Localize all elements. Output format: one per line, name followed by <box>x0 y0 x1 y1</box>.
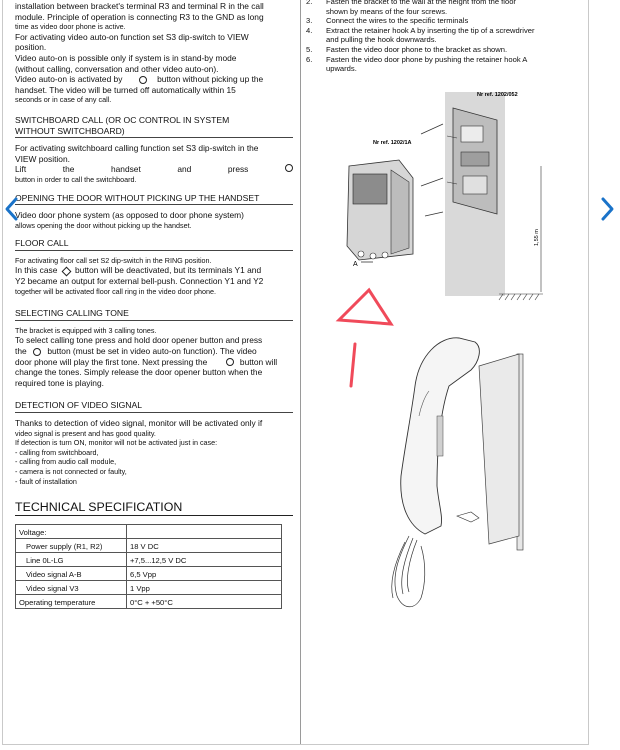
opening-section <box>15 193 293 231</box>
text-line <box>15 357 293 368</box>
word: the <box>62 164 75 175</box>
step-line: and pulling the hook downwards. <box>326 35 437 45</box>
spec-label: Voltage: <box>16 525 127 539</box>
text-line: If detection is turn ON, monitor will not be activated just in case: <box>15 438 218 448</box>
table-row <box>16 595 282 609</box>
text-line <box>15 164 293 175</box>
spec-label: Power supply (R1, R2) <box>16 539 127 553</box>
list-item <box>306 55 586 74</box>
text-line: Video door phone system (as opposed to door phone system) <box>15 210 244 221</box>
text: In this case <box>15 265 58 276</box>
table-row <box>16 567 282 581</box>
step-number: 2. <box>306 0 313 6</box>
table-row <box>16 539 282 553</box>
right-column <box>306 0 586 74</box>
text-line: change the tones. Simply release the door opener button when the <box>15 367 263 378</box>
red-annotation <box>339 290 391 386</box>
step-line: Fasten the bracket to the wall at the height from the floor <box>326 0 516 6</box>
spec-label: Video signal V3 <box>16 581 127 595</box>
heading-line: SWITCHBOARD CALL (OR OC CONTROL IN SYSTEM <box>15 114 230 125</box>
step-line: Connect the wires to the specific terminals <box>326 16 469 26</box>
previous-page-button[interactable] <box>4 196 20 222</box>
spec-value: 18 V DC <box>127 539 282 553</box>
step-number: 5. <box>306 44 313 54</box>
word: press <box>227 164 249 175</box>
document-page <box>2 0 589 745</box>
hook-label: A <box>353 261 358 268</box>
step-number: 6. <box>306 54 313 64</box>
intro-line: (without calling, conversation and other video auto-on). <box>15 63 219 74</box>
spec-value <box>127 525 282 539</box>
left-column <box>15 0 293 609</box>
step-text <box>326 0 516 16</box>
spec-value: 6,5 Vpp <box>127 567 282 581</box>
section-heading: SELECTING CALLING TONE <box>15 308 293 321</box>
heading-line: WITHOUT SWITCHBOARD) <box>15 125 125 136</box>
intro-line: Video auto-on is possible only if system is in stand-by mode <box>15 52 237 63</box>
step-line: upwards. <box>326 64 357 74</box>
step-line: Fasten the video door phone by pushing the retainer hook A <box>326 54 528 64</box>
switchboard-section <box>15 115 293 185</box>
intro-line: module. Principle of operation is connecting R3 to the GND as long <box>15 11 264 22</box>
floor-call-section <box>15 238 293 296</box>
table-row <box>16 581 282 595</box>
intro-line: position. <box>15 42 47 53</box>
text-line <box>15 265 293 276</box>
intro-line: seconds or in case of any call. <box>15 95 112 105</box>
section-heading <box>15 115 293 138</box>
step-text <box>326 45 507 55</box>
ref-label-phone: Nr ref. 1202/1A <box>373 140 412 146</box>
text-line: required tone is playing. <box>15 377 104 388</box>
word: handset <box>110 164 141 175</box>
spec-label: Line 0L-LG <box>16 553 127 567</box>
camera-button-icon <box>226 358 234 366</box>
tech-spec-section <box>15 500 293 609</box>
text-line: For activating switchboard calling function set S3 dip-switch in the <box>15 143 259 154</box>
list-item <box>306 26 586 45</box>
step-line: Extract the retainer hook A by inserting the tip of a screwdriver <box>326 25 535 35</box>
height-dimension-label: 1,55 m <box>534 229 540 246</box>
list-item <box>306 45 586 55</box>
installation-steps <box>306 0 586 74</box>
text-line: - fault of installation <box>15 476 77 486</box>
calling-tone-section <box>15 308 293 388</box>
section-heading: OPENING THE DOOR WITHOUT PICKING UP THE HANDSET <box>15 193 293 206</box>
text-line: - camera is not connected or faulty, <box>15 466 127 476</box>
text: door phone will play the first tone. Next pressing the <box>15 356 208 367</box>
list-item <box>306 16 586 26</box>
floor-hatch <box>499 294 543 300</box>
text-line <box>15 346 293 357</box>
text-line: video signal is present and has good quality. <box>15 428 156 438</box>
section-heading: TECHNICAL SPECIFICATION <box>15 500 293 516</box>
text-line: - calling from switchboard, <box>15 447 99 457</box>
call-button-icon <box>285 164 293 172</box>
text: button (must be set in video auto-on function). The video <box>47 346 257 357</box>
table-row <box>16 553 282 567</box>
table-row <box>16 525 282 539</box>
camera-button-icon <box>139 76 147 84</box>
detection-section <box>15 400 293 486</box>
intro-line: handset. The video will be turned off automatically within 15 <box>15 84 236 95</box>
word: Lift <box>15 164 27 175</box>
section-heading: FLOOR CALL <box>15 238 293 251</box>
list-item <box>306 0 586 16</box>
spec-value: +7,5...12,5 V DC <box>127 553 282 567</box>
handset-side-view-drawing <box>401 338 523 550</box>
word: and <box>177 164 192 175</box>
video-door-phone-drawing <box>347 160 413 260</box>
bell-button-icon <box>61 266 71 276</box>
chevron-left-icon <box>4 196 20 222</box>
step-line: shown by means of the four screws. <box>326 6 448 16</box>
text-line: button in order to call the switchboard. <box>15 174 137 184</box>
spec-table <box>15 524 282 609</box>
step-text <box>326 55 527 74</box>
text: the <box>15 346 27 357</box>
text-line: allows opening the door without picking up the handset. <box>15 220 192 230</box>
intro-line: time as video door phone is active. <box>15 22 126 32</box>
text-line: Thanks to detection of video signal, monitor will be activated only if <box>15 418 263 428</box>
spec-label: Operating temperature <box>16 595 127 609</box>
intro-line: For activating video auto-on function set S3 dip-switch to VIEW <box>15 31 249 42</box>
step-text <box>326 16 468 26</box>
intro-line: installation between bracket's terminal R3 and terminal R in the call <box>15 1 264 11</box>
intro-line <box>15 74 293 85</box>
text-line: - calling from audio call module, <box>15 457 117 467</box>
step-line: Fasten the video door phone to the bracket as shown. <box>326 44 508 54</box>
text-line: Y2 became an output for external bell-push. Connection Y1 and Y2 <box>15 276 264 287</box>
text: button will be deactivated, but its terminals Y1 and <box>75 265 262 276</box>
bracket-drawing <box>447 108 497 214</box>
spec-label: Video signal A-B <box>16 567 127 581</box>
installation-diagram <box>329 86 559 614</box>
intro-section <box>15 1 293 105</box>
spec-value: 0°C + +50°C <box>127 595 282 609</box>
column-divider <box>300 0 301 744</box>
step-text <box>326 26 535 45</box>
intro-text: Video auto-on is activated by <box>15 74 123 85</box>
chevron-right-icon <box>599 196 615 222</box>
step-number: 4. <box>306 25 313 35</box>
spec-value: 1 Vpp <box>127 581 282 595</box>
ref-label-bracket: Nr ref. 1202/052 <box>477 92 518 98</box>
text: button will <box>239 356 278 367</box>
step-number: 3. <box>306 16 313 26</box>
next-page-button[interactable] <box>599 196 615 222</box>
text-line: To select calling tone press and hold door opener button and press <box>15 335 263 346</box>
text-line: The bracket is equipped with 3 calling tones. <box>15 325 157 335</box>
text-line: VIEW position. <box>15 153 70 164</box>
intro-text: button without picking up the <box>157 74 264 85</box>
coiled-cord-drawing <box>392 536 425 607</box>
section-heading: DETECTION OF VIDEO SIGNAL <box>15 400 293 413</box>
camera-button-icon <box>33 348 41 356</box>
text-line: together will be activated floor call ring in the video door phone. <box>15 286 216 296</box>
text-line: For activating floor call set S2 dip-switch in the RING position. <box>15 255 212 265</box>
